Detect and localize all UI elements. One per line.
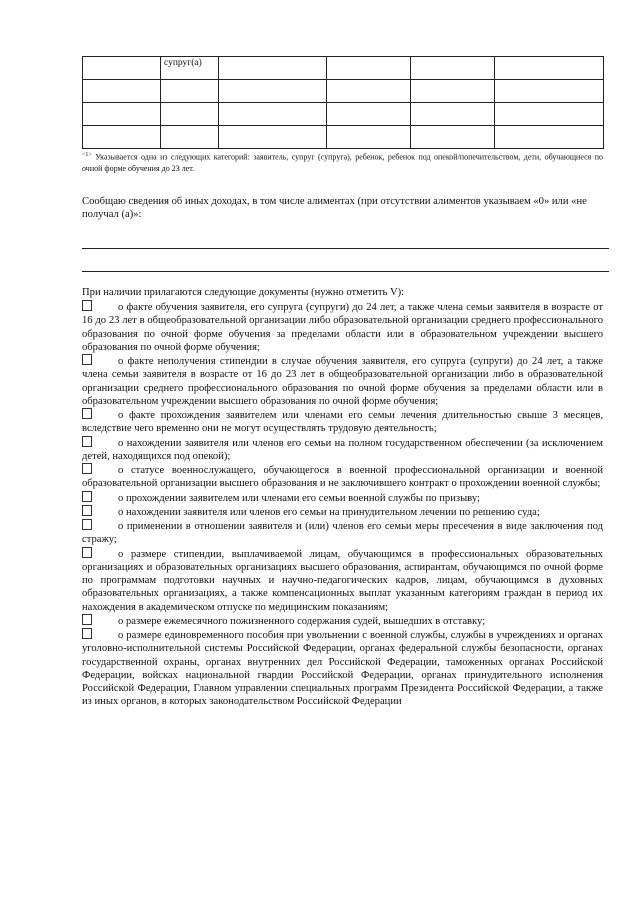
table-cell[interactable] (161, 126, 219, 149)
table-cell[interactable] (411, 80, 495, 103)
table-row (83, 80, 604, 103)
table-cell[interactable] (327, 57, 411, 80)
checklist-item-text: о нахождении заявителя или членов его семьи на полном государственном обеспечении (за исключением детей, находящихся под опекой); (82, 437, 603, 462)
table-cell[interactable] (83, 126, 161, 149)
table-cell[interactable] (219, 103, 327, 126)
checkbox[interactable] (82, 547, 92, 558)
table-cell[interactable] (411, 103, 495, 126)
table-cell[interactable] (219, 126, 327, 149)
checklist-item (82, 436, 603, 464)
table-cell[interactable] (495, 80, 604, 103)
documents-heading: При наличии прилагаются следующие документы (нужно отметить V): (82, 287, 405, 298)
table-cell[interactable] (219, 57, 327, 80)
table-cell[interactable] (495, 57, 604, 80)
table-row (83, 126, 604, 149)
table-cell[interactable] (327, 103, 411, 126)
checkbox[interactable] (82, 614, 92, 625)
checkbox[interactable] (82, 491, 92, 502)
checklist-item-text: о нахождении заявителя или членов его семьи на принудительном лечении по решению суда; (118, 506, 540, 518)
checklist-item (82, 505, 603, 519)
checkbox[interactable] (82, 436, 92, 447)
checklist-item (82, 628, 603, 709)
documents-checklist (82, 300, 603, 709)
checkbox[interactable] (82, 408, 92, 419)
table-row (83, 57, 604, 80)
checklist-item-text: о применении в отношении заявителя и (или) членов его семьи меры пресечения в виде заключения под стражу; (82, 521, 603, 546)
table-footnote (82, 150, 603, 174)
checklist-item (82, 519, 603, 547)
table-cell[interactable] (495, 103, 604, 126)
table-cell[interactable] (327, 80, 411, 103)
answer-line-2[interactable] (82, 271, 609, 272)
table-cell[interactable]: супруг(а) (161, 57, 219, 80)
table-cell[interactable] (327, 126, 411, 149)
table-cell[interactable] (83, 57, 161, 80)
table-cell[interactable] (83, 80, 161, 103)
checkbox[interactable] (82, 519, 92, 530)
checklist-item (82, 300, 603, 354)
checkbox[interactable] (82, 463, 92, 474)
checkbox[interactable] (82, 505, 92, 516)
checklist-item-text: о прохождении заявителем или членами его семьи военной службы по призыву; (118, 492, 480, 504)
checklist-item (82, 614, 603, 628)
footnote-mark: <1> (82, 152, 92, 158)
table-cell[interactable] (411, 57, 495, 80)
checklist-item-text: о размере ежемесячного пожизненного содержания судей, вышедших в отставку; (118, 615, 486, 627)
table-cell[interactable] (495, 126, 604, 149)
checklist-item (82, 547, 603, 614)
table-cell[interactable] (411, 126, 495, 149)
checklist-item-text: о статусе военнослужащего, обучающегося в военной профессиональной организации и военной образовательной организации высшего образования и не заключившего контракт о прохождении военной службы; (82, 465, 603, 490)
other-income-statement: Сообщаю сведения об иных доходах, в том числе алиментах (при отсутствии алиментов указываем «0» или «не получал (а)»: (82, 196, 587, 220)
checkbox[interactable] (82, 300, 92, 311)
checklist-item-text: о размере единовременного пособия при увольнении с военной службы, службы в учреждениях и органах уголовно-исполнительной системы Российской Федерации, органах федеральной службы безопасности, органах государственной охраны, органах внутренних дел Российской Федерации, таможенных органах Российской Федерации, войсках национальной гвардии Российской Федерации, органах принудительного исполнения Российской Федерации, Главном управлении специальных программ Президента Российской Федерации, а также из иных органов, в которых законодательством Российской Федерации (82, 630, 603, 708)
table-cell[interactable] (219, 80, 327, 103)
family-income-table (82, 56, 604, 149)
checklist-item (82, 463, 603, 491)
checkbox[interactable] (82, 354, 92, 365)
checklist-item-text: о факте прохождения заявителем или членами его семьи лечения длительностью свыше 3 месяцев, вследствие чего временно они не могут осуществлять трудовую деятельность; (82, 410, 603, 435)
checklist-item (82, 354, 603, 408)
checklist-item-text: о факте неполучения стипендии в случае обучения заявителя, его супруга (супруги) до 24 лет, а также члена семьи заявителя в возрасте от 16 до 23 лет в общеобразовательной организации либо в образовательной организации среднего профессионального образования по очной форме обучения за пределами области или в образовательном учреждении высшего образования по очной форме обучения; (82, 356, 603, 407)
checklist-item (82, 408, 603, 436)
table-cell[interactable] (161, 80, 219, 103)
checklist-item-text: о факте обучения заявителя, его супруга (супруги) до 24 лет, а также члена семьи заявителя в возрасте от 16 до 23 лет в общеобразовательной организации либо образовательной организации среднего профессионального образования по очной форме обучения за пределами области или в образовательном учреждении высшего образования по очной форме обучения; (82, 302, 603, 353)
footnote-text: Указывается одна из следующих категорий: заявитель, супруг (супруга), ребенок, ребенок под опекой/попечительством, дети, обучающиеся по очной форме обучения до 23 лет. (82, 152, 603, 173)
answer-line-1[interactable] (82, 248, 609, 249)
table-cell[interactable] (83, 103, 161, 126)
table-cell[interactable] (161, 103, 219, 126)
checkbox[interactable] (82, 628, 92, 639)
checklist-item (82, 491, 603, 505)
table-row (83, 103, 604, 126)
checklist-item-text: о размере стипендии, выплачиваемой лицам, обучающимся в профессиональных образовательных организациях и образовательных организациях высшего образования, аспирантам, обучающимся по очной форме по программам подготовки научных и научно-педагогических кадров, лицам, обучающимся в духовных образовательных организациях, а также компенсационных выплат указанным категориям граждан в период их нахождения в академическом отпуске по медицинским показаниям; (82, 548, 603, 613)
